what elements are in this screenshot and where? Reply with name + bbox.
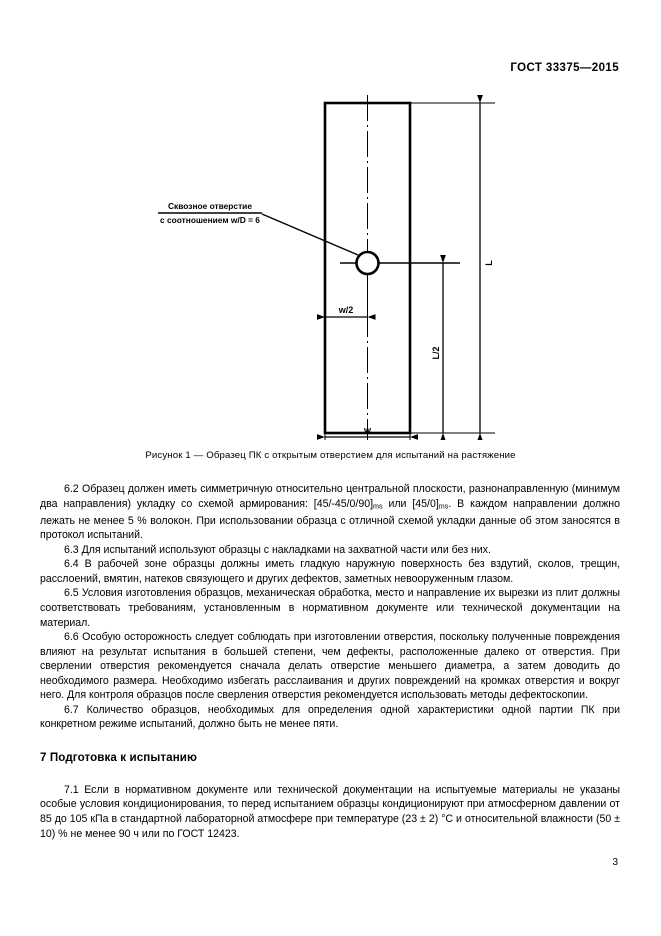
- section-heading-7: 7 Подготовка к испытанию: [40, 750, 198, 764]
- clause-7-1: 7.1 Если в нормативном документе или технической документации на испытуемые материалы не указаны особые условия кондиционирования, то перед испытанием образцы кондиционируют при атмосферном давлении от 85 до 105 кПа в стандартной лабораторной атмосфере при температуре (23 ± 2) °С и относительной влажности (50 ± 10) % не менее 90 ч или по ГОСТ 12423.: [40, 783, 620, 840]
- clause-6-2-subscript-1: ms: [373, 501, 383, 511]
- dim-label-width: w: [363, 425, 372, 435]
- dim-label-half-length: L/2: [431, 346, 441, 360]
- page-number: 3: [612, 857, 618, 868]
- figure-specimen-drawing: [40, 95, 620, 440]
- callout-line2: с соотношением w/D = 6: [160, 215, 260, 225]
- clause-6-7: 6.7 Количество образцов, необходимых для определения одной характеристики одной партии ПК при конкретном режиме испытаний, должно быть не менее пяти.: [40, 703, 620, 731]
- clause-6-3: 6.3 Для испытаний используют образцы с накладками на захватной части или без них.: [64, 543, 491, 556]
- clause-6-2-text-b: или [45/0]: [382, 497, 439, 510]
- clause-6-2-subscript-2: ms: [438, 501, 449, 511]
- clause-6-4: 6.4 В рабочей зоне образцы должны иметь гладкую наружную поверхность без вздутий, сколов, трещин, расслоений, вмятин, натеков связующего и других дефектов, заметных невооруженным глазом.: [40, 558, 620, 585]
- running-header-standard-number: ГОСТ 33375—2015: [510, 62, 619, 74]
- dim-label-length: L: [484, 260, 494, 266]
- dim-label-half-width: w/2: [338, 305, 354, 315]
- clause-6-2-text-c: . В каждом направлении должно лежать не менее 5 % волокон. При использовании образца с отличной схемой укладки данные об этом заносятся в протокол испытаний.: [40, 497, 620, 542]
- specimen-drawing-svg: [40, 95, 620, 440]
- clause-6-2-text-a: 6.2 Образец должен иметь симметричную относительно центральной плоскости, разнонаправленную (минимум два направления) укладку со схемой армирования: [45/-45/0/90]: [40, 483, 620, 510]
- clause-6-5: 6.5 Условия изготовления образцов, механическая обработка, место и направление их вырезки из плит должны соответствовать требованиям, установленным в нормативном документе или технической документации на материал.: [40, 587, 620, 629]
- clause-6-6: 6.6 Особую осторожность следует соблюдать при изготовлении отверстия, поскольку полученные повреждения влияют на результат испытания в большей степени, чем дефекты, расположенные далеко от отверстия. При сверлении отверстия рекомендуется сначала делать отверстие меньшего диаметра, а затем доводить до необходимого размера. Необходимо избегать расслаивания и других повреждений на кромках отверстия и вокруг него. Для контроля образцов после сверления отверстия рекомендуется использовать методы дефектоскопии.: [40, 631, 620, 702]
- callout-line1: Сквозное отверстие: [168, 201, 252, 211]
- figure-caption: Рисунок 1 — Образец ПК с открытым отверстием для испытаний на растяжение: [145, 450, 516, 461]
- clause-6-2: [40, 482, 620, 543]
- open-hole: [357, 252, 379, 274]
- document-body: [40, 482, 620, 841]
